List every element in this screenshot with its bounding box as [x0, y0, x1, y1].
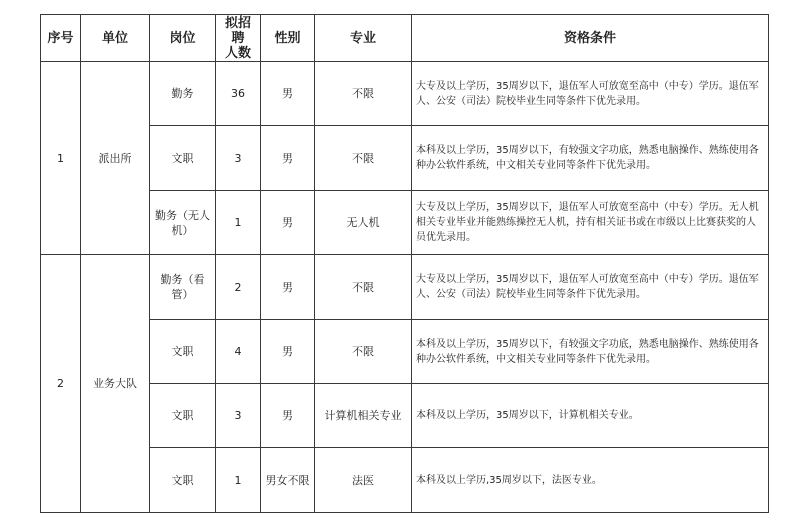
cell-requirements: 本科及以上学历，35周岁以下，计算机相关专业。	[412, 384, 769, 448]
cell-major: 法医	[315, 448, 412, 513]
cell-major: 计算机相关专业	[315, 384, 412, 448]
cell-count: 1	[216, 191, 261, 255]
cell-major: 不限	[315, 62, 412, 126]
table-row	[41, 320, 769, 384]
cell-major: 不限	[315, 126, 412, 191]
cell-count: 2	[216, 255, 261, 320]
header-major: 专业	[315, 15, 412, 62]
cell-post: 文职	[150, 320, 216, 384]
cell-post: 勤务（无人机）	[150, 191, 216, 255]
group-unit: 派出所	[81, 62, 150, 255]
cell-count: 3	[216, 384, 261, 448]
cell-requirements: 大专及以上学历，35周岁以下，退伍军人可放宽至高中（中专）学历。退伍军人、公安（司法）院校毕业生同等条件下优先录用。	[412, 62, 769, 126]
cell-gender: 男女不限	[261, 448, 315, 513]
cell-count: 1	[216, 448, 261, 513]
table-row	[41, 62, 769, 126]
group-unit: 业务大队	[81, 255, 150, 513]
cell-gender: 男	[261, 126, 315, 191]
cell-gender: 男	[261, 191, 315, 255]
cell-post: 文职	[150, 126, 216, 191]
header-row	[41, 15, 769, 62]
header-seq: 序号	[41, 15, 81, 62]
table-row	[41, 448, 769, 513]
cell-requirements: 大专及以上学历，35周岁以下，退伍军人可放宽至高中（中专）学历。退伍军人、公安（司法）院校毕业生同等条件下优先录用。	[412, 255, 769, 320]
table-row	[41, 255, 769, 320]
header-post: 岗位	[150, 15, 216, 62]
cell-count: 3	[216, 126, 261, 191]
header-gender: 性别	[261, 15, 315, 62]
header-count-line2: 人数	[224, 45, 251, 61]
cell-requirements: 大专及以上学历，35周岁以下，退伍军人可放宽至高中（中专）学历。无人机相关专业毕业并能熟练操控无人机，持有相关证书或在市级以上比赛获奖的人员优先录用。	[412, 191, 769, 255]
cell-post: 文职	[150, 448, 216, 513]
group-seq: 1	[41, 62, 81, 255]
cell-count: 36	[216, 62, 261, 126]
cell-count: 4	[216, 320, 261, 384]
table-row	[41, 384, 769, 448]
cell-requirements: 本科及以上学历，35周岁以下，有较强文字功底，熟悉电脑操作、熟练使用各种办公软件系统，中文相关专业同等条件下优先录用。	[412, 320, 769, 384]
table-row	[41, 191, 769, 255]
recruitment-table	[40, 14, 769, 513]
cell-post: 文职	[150, 384, 216, 448]
header-count	[216, 15, 261, 62]
header-count-line1: 拟招聘	[224, 15, 251, 46]
table-row	[41, 126, 769, 191]
header-requirements: 资格条件	[412, 15, 769, 62]
cell-requirements: 本科及以上学历，35周岁以下，有较强文字功底，熟悉电脑操作、熟练使用各种办公软件系统，中文相关专业同等条件下优先录用。	[412, 126, 769, 191]
cell-post: 勤务	[150, 62, 216, 126]
cell-gender: 男	[261, 320, 315, 384]
cell-gender: 男	[261, 255, 315, 320]
cell-gender: 男	[261, 384, 315, 448]
cell-major: 无人机	[315, 191, 412, 255]
cell-major: 不限	[315, 255, 412, 320]
cell-gender: 男	[261, 62, 315, 126]
cell-requirements: 本科及以上学历,35周岁以下，法医专业。	[412, 448, 769, 513]
cell-major: 不限	[315, 320, 412, 384]
cell-post: 勤务（看管）	[150, 255, 216, 320]
group-seq: 2	[41, 255, 81, 513]
header-unit: 单位	[81, 15, 150, 62]
